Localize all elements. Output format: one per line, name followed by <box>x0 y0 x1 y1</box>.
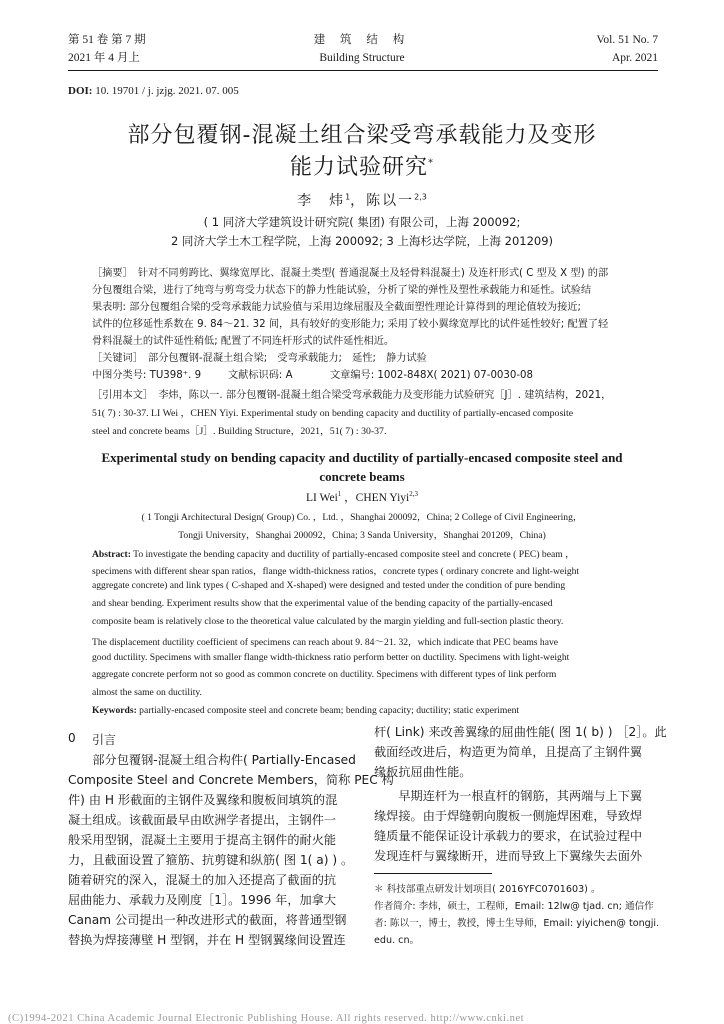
header-date-en: Apr. 2021 <box>612 52 658 64</box>
abstract-en-line: composite beam is relatively close to the theoretical value calculated by the margin yielding and full-section plastic theory. <box>92 616 564 627</box>
author-en-2: ，CHEN Yiyi <box>341 492 410 504</box>
abstract-en-line: aggregate concrete perform not so good as common concrete on ductility. Specimens with different types of link perform <box>92 669 557 680</box>
doc-code: 文献标识码: A <box>228 370 293 381</box>
author-2-sup: 2,3 <box>414 192 427 202</box>
body-left-line: Composite Steel and Concrete Members，简称 PEC 构 <box>68 773 394 787</box>
body-left-line: 随着研究的深入，混凝土的加入还提高了截面的抗 <box>68 873 337 887</box>
doi-line <box>68 85 239 97</box>
doi-label: DOI: <box>68 85 93 97</box>
keywords-en-label: Keywords: <box>92 705 137 716</box>
body-left-line: 凝土组成。该截面最早由欧洲学者提出，主钢件一 <box>68 813 337 827</box>
footnote-line: 作者简介: 李炜，硕士，工程师，Email: 12lw@ tjad. cn; 通信作 <box>374 901 654 912</box>
body-right-line: 发现连杆与翼缘断开，进而导致上下翼缘失去面外 <box>374 849 643 863</box>
citation-line: ［引用本文］ 李炜，陈以一. 部分包覆钢-混凝土组合梁受弯承载能力及变形能力试验研究［J］. 建筑结构，2021， <box>92 390 612 401</box>
abstract-en-line: almost the same on ductility. <box>92 687 202 698</box>
header-journal-cn: 建 筑 结 构 <box>313 34 411 46</box>
abstract-cn-line: 果表明: 部分包覆组合梁的受弯承载能力试验值与采用边缘屈服及全截面塑性理论计算得到的理论值较为接近; <box>92 302 581 313</box>
author-2: 陈以一 <box>366 193 415 209</box>
abstract-en-line: The displacement ductility coefficient of specimens can reach about 9. 84～21. 32，which indicate that PEC beams have <box>92 637 559 648</box>
abstract-en-line: To investigate the bending capacity and ductility of partially-encased composite steel and concrete ( PEC) beam ， <box>130 549 575 560</box>
abstract-cn-line: 试件的位移延性系数在 9. 84～21. 32 间，具有较好的变形能力; 采用了较小翼缘宽厚比的试件延性较好; 配置了轻 <box>92 319 609 330</box>
author-1-sup: 1 <box>345 192 351 202</box>
body-right-line: 缘焊接。由于焊缝朝向腹板一侧施焊困难，导致焊 <box>374 809 643 823</box>
abstract-cn-line: 分包覆组合梁，进行了纯弯与剪弯受力状态下的静力性能试验，分析了梁的弹性及塑性承载能力和延性。试验结 <box>92 285 592 296</box>
affiliation-cn-line2: 2 同济大学土木工程学院，上海 200092; 3 上海杉达学院，上海 201209) <box>170 234 554 248</box>
title-cn-line1: 部分包覆钢-混凝土组合梁受弯承载能力及变形 <box>127 123 597 148</box>
abstract-cn-line: 骨料混凝土的试件延性稍低; 配置了不同连杆形式的试件延性相近。 <box>92 336 395 347</box>
title-footnote-mark: * <box>428 157 434 169</box>
author-en-1-sup: 1 <box>337 490 342 499</box>
footnote-line: 者: 陈以一，博士，教授，博士生导师，Email: yiyichen@ tongji. <box>374 918 660 929</box>
title-cn-line2-wrap <box>0 150 724 181</box>
body-left-line: 件) 由 H 形截面的主钢件及翼缘和腹板间填筑的混 <box>68 793 338 807</box>
header-rule <box>68 70 658 71</box>
affiliation-cn-line1: ( 1 同济大学建筑设计研究院( 集团) 有限公司，上海 200092; <box>203 215 521 229</box>
header-volume-cn: 第 51 卷 第 7 期 <box>68 34 146 46</box>
title-en-line2: concrete beams <box>319 469 405 484</box>
abstract-en-line: specimens with different shear span ratios，flange width-thickness ratios，concrete types ( ordinary concrete and light-weight <box>92 566 580 577</box>
author-en-1: LI Wei <box>306 492 338 504</box>
abstract-cn-line: ［摘要］ 针对不同剪跨比、翼缘宽厚比、混凝土类型( 普通混凝土及轻骨料混凝土) 及连杆形式( C 型及 X 型) 的部 <box>92 268 609 279</box>
body-left-line: 部分包覆钢-混凝土组合构件( Partially-Encased <box>68 753 356 767</box>
authors-cn <box>0 190 724 210</box>
abstract-en-line: aggregate concrete) and link types ( C-shaped and X-shaped) were designed and tested under the condition of pure bending <box>92 580 566 591</box>
section-title: 引言 <box>92 733 117 747</box>
footnote-line: edu. cn。 <box>374 935 420 946</box>
abstract-en-line: and shear bending. Experiment results show that the experimental value of the bending capacity of the partially-encased <box>92 598 553 609</box>
author-sep: ， <box>350 193 367 209</box>
body-right-line: 缘板抗屈曲性能。 <box>374 765 472 779</box>
body-left-line: 般采用型钢，混凝土主要用于提高主钢件的耐火能 <box>68 833 337 847</box>
keywords-en-text: partially-encased composite steel and concrete beam; bending capacity; ductility; static experiment <box>136 705 520 716</box>
header-volume-en: Vol. 51 No. 7 <box>596 34 658 46</box>
section-number: 0 <box>68 731 76 745</box>
body-left-line: 替换为焊接薄壁 H 型钢，并在 H 型钢翼缘间设置连 <box>68 933 346 947</box>
copyright-watermark: (C)1994-2021 China Academic Journal Electronic Publishing House. All rights reserved. http://www.cnki.net <box>8 1013 525 1024</box>
body-right-line: 截面经改进后，构造更为简单，且提高了主钢件翼 <box>374 745 643 759</box>
body-right-line: 早期连杆为一根直杆的钢筋，其两端与上下翼 <box>374 789 643 803</box>
affiliation-en-line1: ( 1 Tongji Architectural Design( Group) Co. ，Ltd. ，Shanghai 200092，China; 2 College of Civil Engineering， <box>141 512 583 523</box>
body-right-line: 缝质量不能保证设计承载力的要求，在试验过程中 <box>374 829 643 843</box>
keywords-en <box>92 705 519 716</box>
abstract-en-first-line <box>92 546 575 560</box>
keywords-cn: ［关键词］ 部分包覆钢-混凝土组合梁; 受弯承载能力; 延性; 静力试验 <box>92 353 427 364</box>
footnote-rule <box>374 873 492 874</box>
clc-number: 中图分类号: TU398⁺. 9 <box>92 370 202 381</box>
doi-value[interactable]: 10. 19701 / j. jzjg. 2021. 07. 005 <box>92 85 239 97</box>
authors-en <box>0 489 724 505</box>
title-cn-line2: 能力试验研究 <box>289 155 428 180</box>
footnote-line: ＊ 科技部重点研发计划项目( 2016YFC0701603) 。 <box>374 884 601 895</box>
abstract-en-label: Abstract: <box>92 549 131 560</box>
affiliation-en-line2: Tongji University，Shanghai 200092，China; 3 Sanda University，Shanghai 201209，China) <box>178 530 546 541</box>
citation-line: steel and concrete beams［J］. Building Structure，2021，51( 7) : 30-37. <box>92 426 387 437</box>
abstract-en-line: good ductility. Specimens with smaller flange width-thickness ratio perform better on ductility. Specimens with light-weight <box>92 652 570 663</box>
title-en-line1: Experimental study on bending capacity and ductility of partially-encased composite steel and <box>101 450 623 465</box>
article-number: 文章编号: 1002-848X( 2021) 07-0030-08 <box>330 370 534 381</box>
author-1: 李 炜 <box>297 193 346 209</box>
body-right-line: 杆( Link) 来改善翼缘的屈曲性能( 图 1( b) ) ［2］。此 <box>374 725 667 739</box>
body-left-line: Canam 公司提出一种改进形式的截面，将普通型钢 <box>68 913 347 927</box>
citation-line: 51( 7) : 30-37. LI Wei ，CHEN Yiyi. Experimental study on bending capacity and ductility of partially-encased composite <box>92 408 574 419</box>
header-journal-en: Building Structure <box>319 52 405 64</box>
body-left-line: 屈曲能力、承载力及刚度［1］。1996 年，加拿大 <box>68 893 337 907</box>
author-en-2-sup: 2,3 <box>409 490 418 499</box>
header-date-cn: 2021 年 4 月上 <box>68 52 140 64</box>
body-left-line: 力，且截面设置了箍筋、抗剪键和纵筋( 图 1( a) ) 。 <box>68 853 354 867</box>
